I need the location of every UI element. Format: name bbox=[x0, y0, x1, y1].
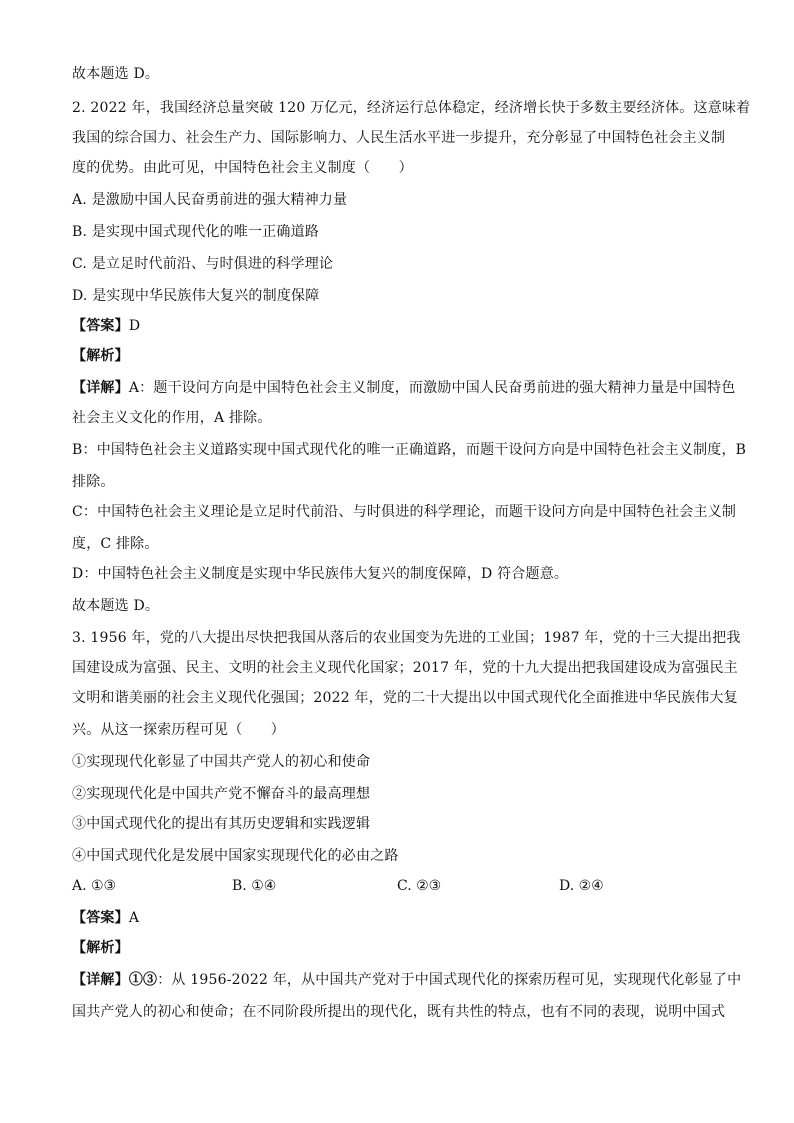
q2-detail-text-1: A：题干设问方向是中国特色社会主义制度，而激励中国人民奋勇前进的强大精神力量是中国特色 bbox=[128, 380, 736, 396]
q3-detail-label: 【详解】 bbox=[72, 972, 129, 988]
q2-detail-line-6: 度，C 排除。 bbox=[72, 536, 159, 552]
q3-option-b: B. ①④ bbox=[232, 878, 277, 894]
q2-detail-line-4: 排除。 bbox=[72, 474, 115, 490]
q2-answer-value: D bbox=[128, 318, 141, 334]
q2-option-b: B. 是实现中国式现代化的唯一正确道路 bbox=[72, 224, 319, 240]
q3-detail-line-1 bbox=[72, 970, 742, 990]
q3-option-c: C. ②③ bbox=[397, 878, 442, 894]
q2-stem-line-2: 我国的综合国力、社会生产力、国际影响力、人民生活水平进一步提升，充分彰显了中国特色社会主义制 bbox=[72, 130, 726, 146]
q3-stem-line-4: 兴。从这一探索历程可见（ ） bbox=[72, 722, 285, 738]
q3-statement-2: ②实现现代化是中国共产党不懈奋斗的最高理想 bbox=[72, 786, 371, 802]
q2-detail-label: 【详解】 bbox=[72, 380, 129, 396]
q3-option-a: A. ①③ bbox=[72, 878, 117, 894]
q3-answer-label: 【答案】 bbox=[72, 910, 129, 926]
q2-conclusion: 故本题选 D。 bbox=[72, 598, 160, 614]
q3-statement-1: ①实现现代化彰显了中国共产党人的初心和使命 bbox=[72, 754, 371, 770]
q1-conclusion: 故本题选 D。 bbox=[72, 66, 160, 82]
q3-analysis-label: 【解析】 bbox=[72, 940, 129, 956]
q2-answer bbox=[72, 316, 732, 336]
q2-detail-line-3: B：中国特色社会主义道路实现中国式现代化的唯一正确道路，而题干设问方向是中国特色社会主义制度，B bbox=[72, 442, 747, 458]
q3-statement-3: ③中国式现代化的提出有其历史逻辑和实践逻辑 bbox=[72, 816, 371, 832]
q2-answer-label: 【答案】 bbox=[72, 318, 129, 334]
q3-options-row bbox=[72, 876, 732, 896]
q3-answer bbox=[72, 908, 732, 928]
q2-option-a: A. 是激励中国人民奋勇前进的强大精神力量 bbox=[72, 192, 348, 208]
q3-detail-marks: ①③ bbox=[128, 972, 158, 988]
q2-stem-line-1: 2. 2022 年，我国经济总量突破 120 万亿元，经济运行总体稳定，经济增长快于多数主要经济体。这意味着 bbox=[72, 100, 751, 116]
q3-option-d: D. ②④ bbox=[559, 878, 604, 894]
q2-option-c: C. 是立足时代前沿、与时俱进的科学理论 bbox=[72, 256, 334, 272]
q2-option-d: D. 是实现中华民族伟大复兴的制度保障 bbox=[72, 288, 320, 304]
q2-detail-line-2: 社会主义文化的作用，A 排除。 bbox=[72, 410, 272, 426]
q2-detail-line-5: C：中国特色社会主义理论是立足时代前沿、与时俱进的科学理论，而题干设问方向是中国特色社会主义制 bbox=[72, 504, 737, 520]
q2-analysis-label: 【解析】 bbox=[72, 348, 129, 364]
q2-detail-line-7: D：中国特色社会主义制度是实现中华民族伟大复兴的制度保障，D 符合题意。 bbox=[72, 566, 569, 582]
q3-stem-line-1: 3. 1956 年，党的八大提出尽快把我国从落后的农业国变为先进的工业国；1987 年，党的十三大提出把我 bbox=[72, 630, 741, 646]
q3-answer-value: A bbox=[128, 910, 140, 926]
q3-stem-line-2: 国建设成为富强、民主、文明的社会主义现代化国家；2017 年，党的十九大提出把我国建设成为富强民主 bbox=[72, 660, 738, 676]
q2-detail-line-1 bbox=[72, 378, 736, 398]
q2-stem-line-3: 度的优势。由此可见，中国特色社会主义制度（ ） bbox=[72, 160, 413, 176]
q3-detail-line-2: 国共产党人的初心和使命；在不同阶段所提出的现代化，既有共性的特点，也有不同的表现，说明中国式 bbox=[72, 1004, 726, 1020]
q3-statement-4: ④中国式现代化是发展中国家实现现代化的必由之路 bbox=[72, 848, 399, 864]
q3-detail-text-1: ：从 1956-2022 年，从中国共产党对于中国式现代化的探索历程可见，实现现代化彰显了中 bbox=[157, 972, 742, 988]
q3-stem-line-3: 文明和谐美丽的社会主义现代化强国；2022 年，党的二十大提出以中国式现代化全面推进中华民族伟大复 bbox=[72, 690, 738, 706]
